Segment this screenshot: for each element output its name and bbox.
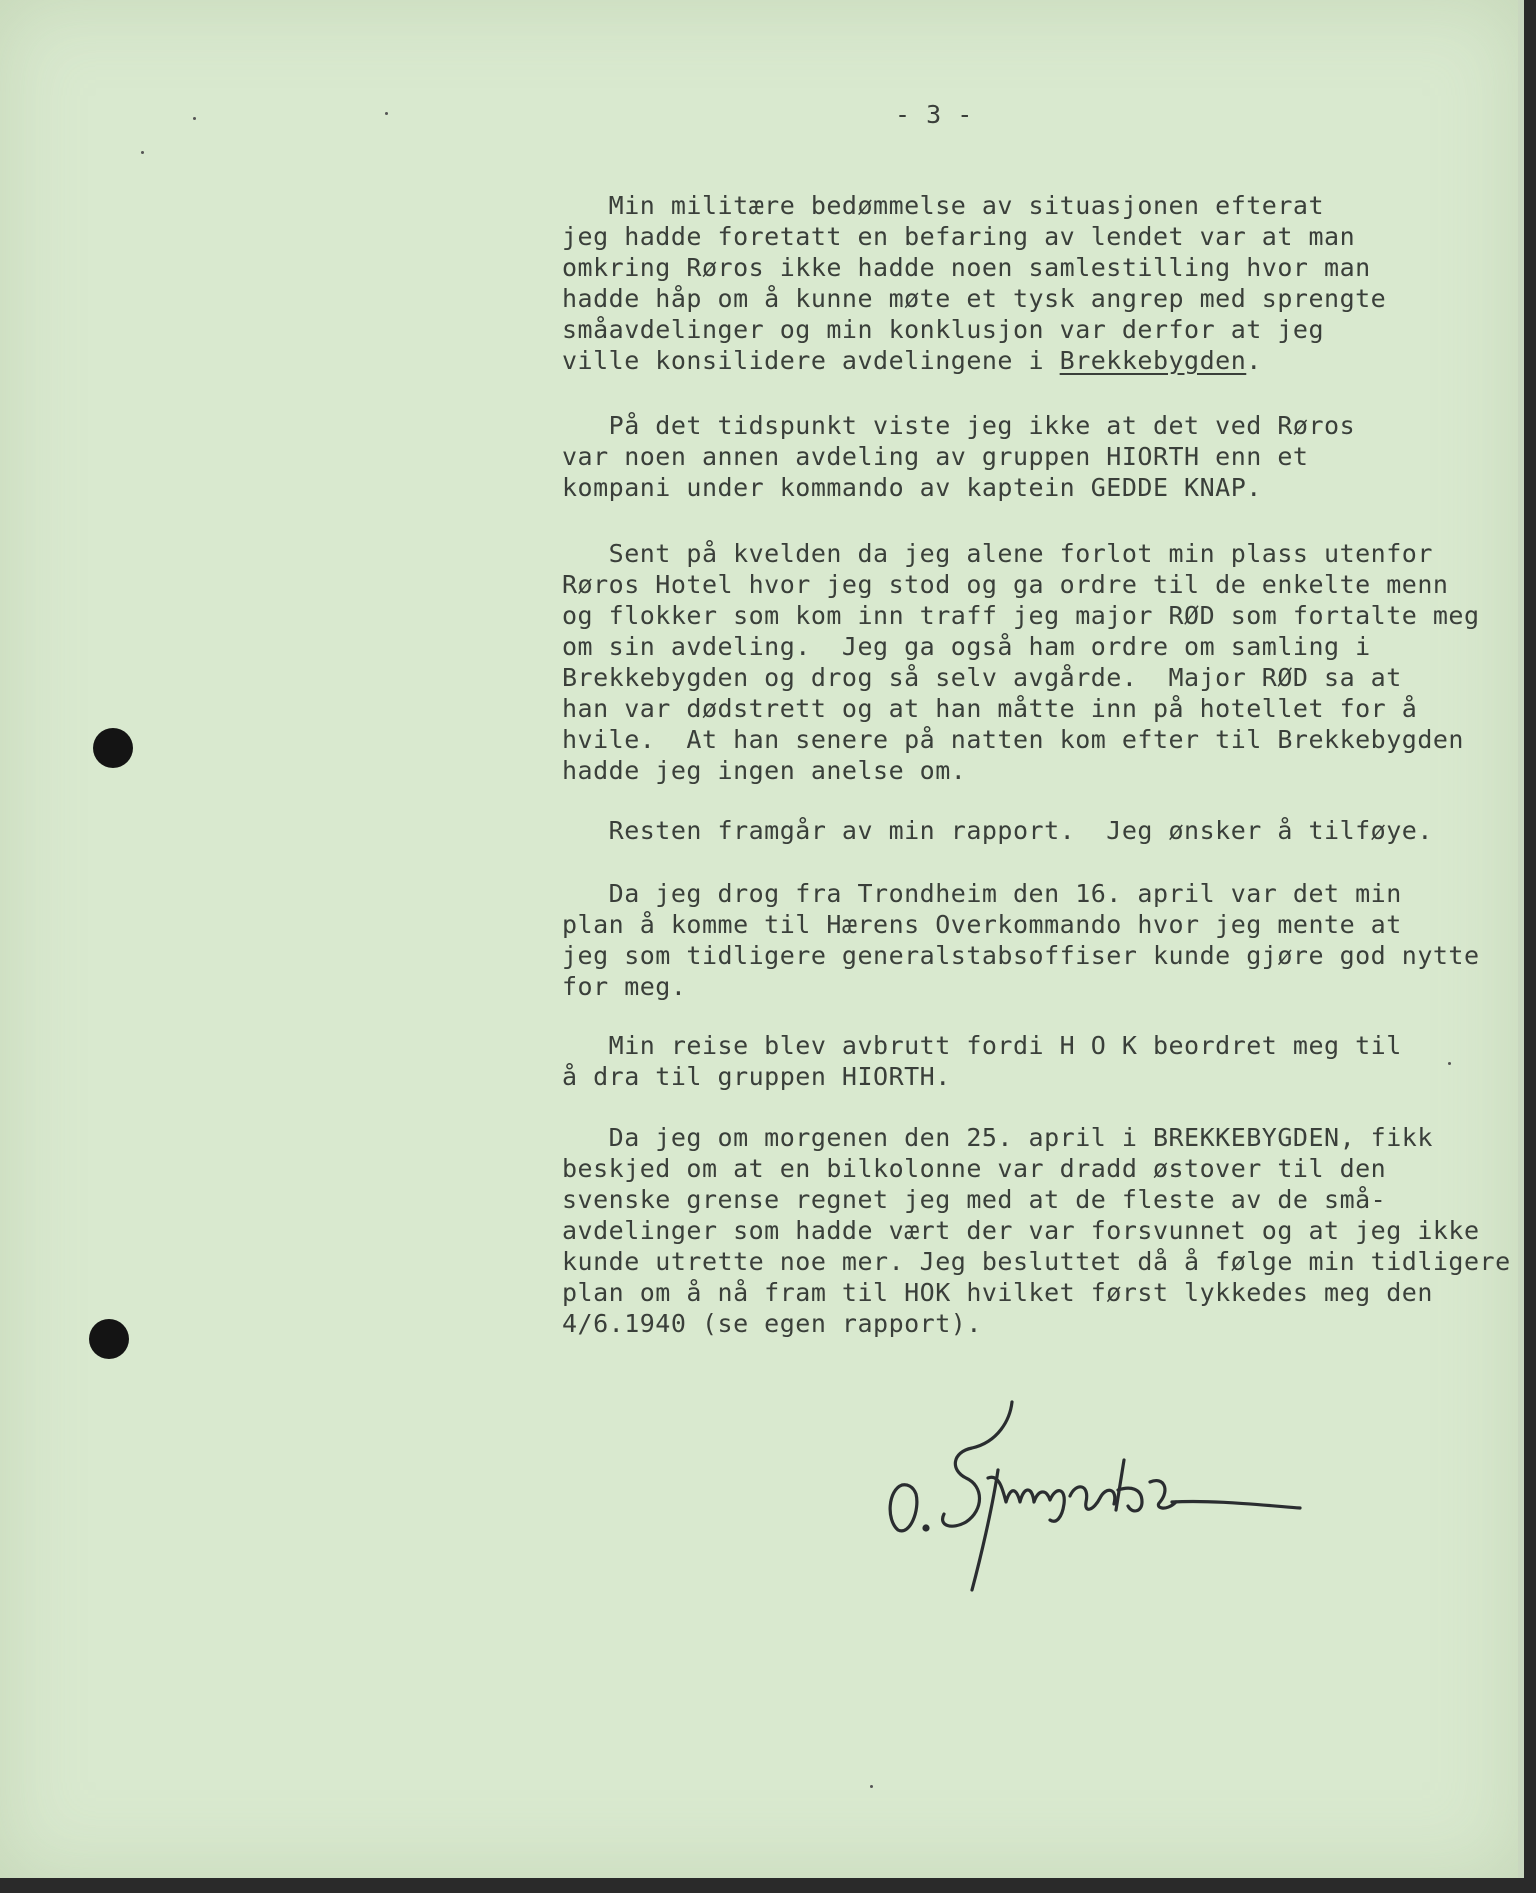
text-line: jeg som tidligere generalstabsoffiser kunde gjøre god nytte (562, 941, 1480, 970)
punch-hole (89, 1319, 129, 1359)
text-line: beskjed om at en bilkolonne var dradd østover til den (562, 1154, 1387, 1183)
text-line: På det tidspunkt viste jeg ikke at det ved Røros (562, 411, 1356, 440)
paper-speck (870, 1785, 873, 1788)
paragraph-5 (562, 878, 1522, 1002)
paper-speck (141, 151, 144, 154)
paper-speck (193, 117, 196, 120)
paragraph-3 (562, 538, 1522, 786)
text-line (562, 345, 1522, 376)
paper-speck (385, 112, 388, 115)
text-line: om sin avdeling. Jeg ga også ham ordre om samling i (562, 632, 1371, 661)
paragraph-6 (562, 1030, 1522, 1092)
punch-hole (93, 728, 133, 768)
text-line: Sent på kvelden da jeg alene forlot min plass utenfor (562, 539, 1433, 568)
text-line: Min militære bedømmelse av situasjonen efterat (562, 191, 1325, 220)
text-line: Brekkebygden og drog så selv avgårde. Major RØD sa at (562, 663, 1402, 692)
text-line: Da jeg om morgenen den 25. april i BREKKEBYGDEN, fikk (562, 1123, 1433, 1152)
paragraph-1 (562, 190, 1522, 376)
text-line: 4/6.1940 (se egen rapport). (562, 1309, 982, 1338)
text-line: omkring Røros ikke hadde noen samlestilling hvor man (562, 253, 1371, 282)
text-line: Resten framgår av min rapport. Jeg ønsker å tilføye. (562, 816, 1433, 845)
text-line: var noen annen avdeling av gruppen HIORTH enn et (562, 442, 1309, 471)
text-line: Da jeg drog fra Trondheim den 16. april var det min (562, 879, 1402, 908)
text-line: avdelinger som hadde vært der var forsvunnet og at jeg ikke (562, 1216, 1480, 1245)
paragraph-7 (562, 1122, 1522, 1339)
text-fragment: . (1246, 346, 1262, 375)
underlined-place-name: Brekkebygden (1059, 346, 1247, 375)
text-line: plan å komme til Hærens Overkommando hvor jeg mente at (562, 910, 1402, 939)
text-line: småavdelinger og min konklusjon var derfor at jeg (562, 315, 1325, 344)
page-number: - 3 - (895, 100, 973, 129)
text-line: hvile. At han senere på natten kom efter til Brekkebygden (562, 725, 1464, 754)
text-line: plan om å nå fram til HOK hvilket først lykkedes meg den (562, 1278, 1433, 1307)
text-line: å dra til gruppen HIORTH. (562, 1062, 951, 1091)
text-fragment: ville konsilidere avdelingene i (562, 346, 1060, 375)
text-line: hadde håp om å kunne møte et tysk angrep med sprengte (562, 284, 1387, 313)
text-line: han var dødstrett og at han måtte inn på hotellet for å (562, 694, 1418, 723)
text-line: kompani under kommando av kaptein GEDDE KNAP. (562, 473, 1262, 502)
text-line: kunde utrette noe mer. Jeg besluttet då å følge min tidligere (562, 1247, 1511, 1276)
text-line: Min reise blev avbrutt fordi H O K beordret meg til (562, 1031, 1402, 1060)
paragraph-2 (562, 410, 1522, 503)
paper-speck (1448, 1062, 1451, 1065)
handwritten-signature (880, 1390, 1310, 1600)
text-line: hadde jeg ingen anelse om. (562, 756, 967, 785)
text-line: jeg hadde foretatt en befaring av lendet var at man (562, 222, 1356, 251)
text-line: og flokker som kom inn traff jeg major RØD som fortalte meg (562, 601, 1480, 630)
text-line: svenske grense regnet jeg med at de fleste av de små- (562, 1185, 1387, 1214)
text-line: for meg. (562, 972, 687, 1001)
text-line: Røros Hotel hvor jeg stod og ga ordre til de enkelte menn (562, 570, 1449, 599)
paragraph-4 (562, 815, 1522, 846)
